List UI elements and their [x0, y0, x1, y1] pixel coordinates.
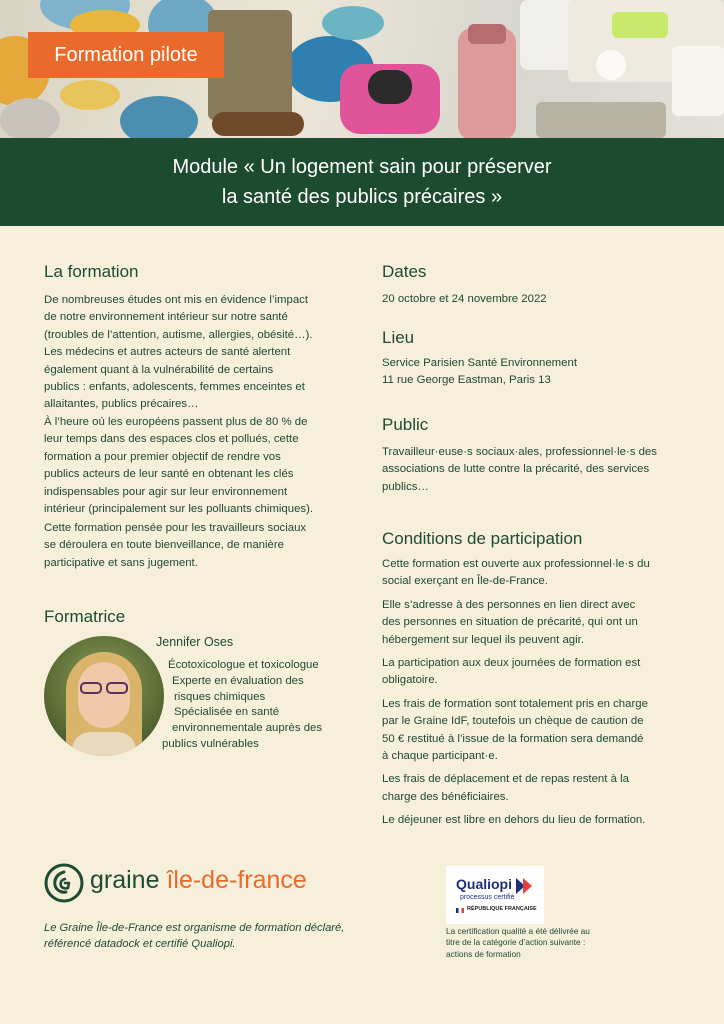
public-text: [382, 444, 680, 496]
hero-bottle-cap: [468, 24, 506, 44]
text-line: Les médecins et autres acteurs de santé alertent: [44, 346, 291, 359]
text-line: Le déjeuner est libre en dehors du lieu de formation.: [382, 814, 646, 827]
text-line: également quant à la vulnérabilité de certains: [44, 363, 274, 376]
text-line: hébergement sur lequel ils peuvent agir.: [382, 633, 584, 646]
text-line: publics acteurs de leur santé en obtenant les clés: [44, 468, 294, 481]
hero-cloth: [368, 70, 412, 104]
qualiopi-subtitle: processus certifié: [460, 894, 515, 901]
text-line: se déroulera en toute bienveillance, de manière: [44, 539, 284, 552]
lieu-heading: Lieu: [382, 328, 415, 347]
conditions-paragraph-6: [382, 812, 680, 829]
logo-word-graine: graine: [90, 866, 160, 894]
text-line: De nombreuses études ont mis en évidence l’impact: [44, 294, 309, 306]
graine-logo-icon: [43, 862, 85, 904]
text-line: des personnes en situation de précarité, qui ont un: [382, 616, 638, 629]
text-line: Service Parisien Santé Environnement: [382, 357, 578, 369]
hero-disc: [322, 6, 384, 40]
conditions-paragraph-1: [382, 556, 680, 591]
formation-pilote-badge: Formation pilote: [28, 32, 224, 78]
hero-note: [612, 12, 668, 38]
lieu-address: [382, 355, 577, 390]
text-line: indispensables pour agir sur leur environnement: [44, 485, 288, 498]
formation-paragraph-2: [44, 414, 342, 518]
title-band: [0, 138, 724, 226]
text-line: associations de lutte contre la précarité, des services: [382, 463, 650, 476]
text-line: intérieur (principalement sur les polluants chimiques).: [44, 503, 314, 516]
qualiopi-brand: Qualiopi: [456, 876, 512, 892]
text-line: leur temps dans des espaces clos et pollués, cette: [44, 433, 299, 446]
text-line: référencé datadock et certifié Qualiopi.: [44, 938, 236, 950]
text-line: par le Graine IdF, toutefois un chèque de caution de: [382, 715, 644, 728]
title-line-2: la santé des publics précaires »: [221, 186, 503, 208]
qualiopi-arrows-icon: [516, 878, 538, 894]
conditions-text: [382, 556, 680, 830]
qualiopi-logo: [446, 866, 544, 924]
conditions-paragraph-5: [382, 771, 680, 806]
formation-paragraph-1: [44, 292, 342, 414]
logo-word-region: île-de-france: [166, 866, 307, 894]
text-line: obligatoire.: [382, 674, 438, 687]
republique-flag-icon: [456, 908, 464, 913]
text-line: Les frais de déplacement et de repas restent à la: [382, 773, 629, 786]
text-line: Le Graine Île-de-France est organisme de formation déclaré,: [44, 922, 345, 934]
conditions-paragraph-3: [382, 655, 680, 690]
text-line: titre de la catégorie d’action suivante :: [446, 937, 586, 948]
graine-logo-text: [90, 866, 307, 895]
text-line: La certification qualité a été délivrée au: [446, 926, 590, 936]
text-line: Elle s’adresse à des personnes en lien direct avec: [382, 598, 636, 611]
text-line: publics…: [382, 480, 429, 493]
text-line: actions de formation: [446, 948, 521, 959]
text-line: participative et sans jugement.: [44, 556, 198, 569]
text-line: publics : enfants, adolescents, femmes enceintes et: [44, 381, 305, 394]
text-line: Cette formation pensée pour les travailleurs sociaux: [44, 522, 307, 534]
certification-note: [446, 926, 646, 960]
dates-heading: Dates: [382, 262, 427, 281]
title-line-1: Module « Un logement sain pour préserver: [172, 156, 552, 178]
text-line: social exerçant en Île-de-France.: [382, 575, 548, 588]
text-line: 50 € restitué à l’issue de la formation sera demandé: [382, 732, 644, 745]
text-line: Spécialisée en santé: [174, 706, 280, 719]
formatrice-heading: Formatrice: [44, 607, 126, 626]
text-line: allaitantes, publics précaires…: [44, 398, 199, 411]
trainer-name: Jennifer Oses: [156, 635, 234, 649]
text-line: À l’heure où les européens passent plus de 80 % de: [44, 416, 308, 428]
trainer-description: [162, 658, 352, 753]
hero-disc: [596, 50, 626, 80]
hero-disc: [60, 80, 120, 110]
text-line: publics vulnérables: [162, 737, 259, 750]
text-line: La participation aux deux journées de formation est: [382, 657, 641, 670]
hero-disc: [0, 98, 60, 138]
trainer-portrait: [44, 636, 164, 756]
text-line: Travailleur·euse·s sociaux·ales, professionnel·le·s des: [382, 446, 657, 458]
dates-text: 20 octobre et 24 novembre 2022: [382, 293, 547, 305]
hero-bottle: [458, 28, 516, 138]
conditions-paragraph-2: [382, 597, 680, 649]
hero-disc: [120, 96, 198, 138]
text-line: Cette formation est ouverte aux professionnel·le·s du: [382, 558, 650, 570]
qualiopi-republique: RÉPUBLIQUE FRANÇAISE: [467, 906, 537, 912]
text-line: Écotoxicologue et toxicologue: [168, 659, 319, 671]
text-line: (troubles de l’attention, autisme, allergies, obésité…).: [44, 328, 313, 341]
text-line: à chaque participant·e.: [382, 750, 498, 763]
text-line: charge des bénéficiaires.: [382, 790, 509, 803]
text-line: de notre environnement intérieur sur notre santé: [44, 311, 288, 324]
text-line: formation a pour premier objectif de rendre vos: [44, 450, 281, 463]
formation-heading: La formation: [44, 262, 139, 281]
text-line: 11 rue George Eastman, Paris 13: [382, 374, 551, 387]
text-line: risques chimiques: [174, 690, 266, 703]
conditions-heading: Conditions de participation: [382, 529, 583, 548]
public-heading: Public: [382, 415, 429, 434]
hero-bag: [212, 112, 304, 136]
text-line: Experte en évaluation des: [172, 674, 304, 687]
formation-paragraph-3: [44, 520, 342, 572]
conditions-paragraph-4: [382, 696, 680, 766]
text-line: Les frais de formation sont totalement pris en charge: [382, 697, 648, 710]
hero-tray: [536, 102, 666, 138]
text-line: environnementale auprès des: [172, 722, 323, 735]
hero-paper: [672, 46, 724, 116]
footer-note: [44, 920, 414, 952]
